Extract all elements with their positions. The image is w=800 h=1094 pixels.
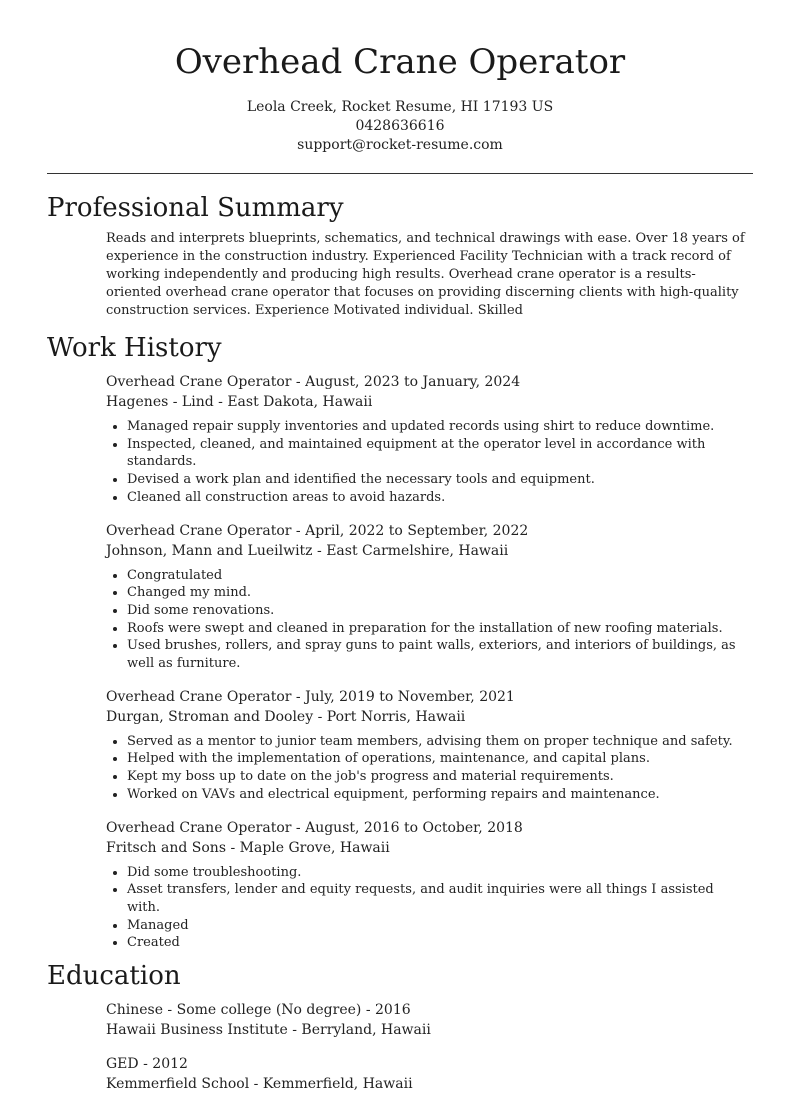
- contact-email: support@rocket-resume.com: [297, 137, 503, 153]
- separator-dash: -: [291, 522, 306, 539]
- job-entry: [106, 818, 750, 953]
- job-end-date: September, 2022: [407, 522, 529, 539]
- job-company-line: [106, 392, 750, 412]
- education-entry: [106, 1054, 750, 1094]
- job-company: Durgan, Stroman and Dooley: [106, 708, 314, 725]
- job-start-date: August, 2016: [305, 819, 400, 836]
- job-bullet: • Inspected, cleaned, and maintained equipment at the operator level in accordance with standards.: [127, 436, 750, 471]
- job-bullet: • Served as a mentor to junior team members, advising them on proper technique and safety.: [127, 733, 750, 751]
- job-start-date: July, 2019: [305, 688, 375, 705]
- job-title: Overhead Crane Operator: [106, 819, 292, 836]
- job-title-line: [106, 521, 750, 541]
- job-bullet: • Congratulated: [127, 567, 750, 585]
- separator-dash: -: [291, 688, 306, 705]
- education-school-line: [106, 1020, 750, 1040]
- separator-dash: -: [312, 542, 327, 559]
- separator-dash: -: [313, 708, 327, 725]
- education-school: Hawaii Business Institute: [106, 1022, 288, 1039]
- job-bullet: • Managed repair supply inventories and updated records using shirt to reduce downtime.: [127, 418, 750, 436]
- job-location: Port Norris, Hawaii: [326, 708, 466, 725]
- job-bullet: • Cleaned all construction areas to avoid hazards.: [127, 489, 750, 507]
- job-company-line: [106, 838, 750, 858]
- job-bullet: • Created: [127, 934, 750, 952]
- job-title: Overhead Crane Operator: [106, 374, 292, 390]
- job-entry: [106, 372, 750, 507]
- education-list: [0, 1000, 800, 1094]
- separator-dash: -: [287, 1022, 302, 1039]
- header-divider: [47, 173, 753, 174]
- separator-to: to: [399, 374, 423, 390]
- job-end-date: October, 2018: [422, 819, 523, 836]
- job-title: Overhead Crane Operator: [106, 688, 292, 705]
- separator-dash: -: [249, 1076, 263, 1093]
- job-bullet: • Changed my mind.: [127, 584, 750, 602]
- education-degree-line: [106, 1054, 750, 1074]
- job-bullet: • Kept my boss up to date on the job's progress and material requirements.: [127, 768, 750, 786]
- education-year: 2012: [152, 1056, 188, 1073]
- summary-heading: Professional Summary: [47, 193, 344, 223]
- separator-dash: -: [226, 839, 240, 856]
- contact-phone: 0428636616: [355, 118, 445, 134]
- separator-dash: -: [291, 819, 306, 836]
- education-degree: Chinese - Some college (No degree): [106, 1002, 362, 1019]
- job-title-line: [106, 372, 750, 392]
- education-heading: Education: [47, 961, 181, 992]
- job-bullet: • Helped with the implementation of operations, maintenance, and capital plans.: [127, 750, 750, 768]
- job-bullet: • Asset transfers, lender and equity requests, and audit inquiries were all things I assisted with.: [127, 881, 750, 916]
- separator-to: to: [374, 688, 398, 705]
- job-end-date: January, 2024: [422, 374, 521, 390]
- job-bullet: • Used brushes, rollers, and spray guns to paint walls, exteriors, and interiors of buildings, as well as furniture.: [127, 637, 750, 672]
- job-bullets: [106, 864, 750, 953]
- job-entry: [106, 687, 750, 804]
- education-location: Berryland, Hawaii: [301, 1022, 431, 1039]
- work-history-list: [0, 372, 800, 952]
- job-bullet: • Did some troubleshooting.: [127, 864, 750, 882]
- job-company: Fritsch and Sons: [106, 839, 226, 856]
- job-start-date: August, 2023: [305, 374, 400, 390]
- work-history-heading: Work History: [47, 333, 222, 363]
- job-bullet: • Managed: [127, 917, 750, 935]
- job-title: Overhead Crane Operator: [106, 522, 292, 539]
- job-title-line: [106, 687, 750, 707]
- education-year: 2016: [375, 1002, 411, 1019]
- job-company: Johnson, Mann and Lueilwitz: [106, 542, 313, 559]
- job-bullet: • Devised a work plan and identified the necessary tools and equipment.: [127, 471, 750, 489]
- job-bullet: • Worked on VAVs and electrical equipment, performing repairs and maintenance.: [127, 786, 750, 804]
- job-bullet: • Roofs were swept and cleaned in preparation for the installation of new roofing materials.: [127, 620, 750, 638]
- separator-dash: -: [138, 1056, 153, 1073]
- separator-to: to: [384, 522, 408, 539]
- separator-dash: -: [361, 1002, 376, 1019]
- education-school: Kemmerfield School: [106, 1076, 250, 1093]
- education-degree: GED: [106, 1056, 139, 1073]
- job-start-date: April, 2022: [305, 522, 385, 539]
- job-end-date: November, 2021: [397, 688, 515, 705]
- job-bullets: [106, 567, 750, 673]
- education-school-line: [106, 1074, 750, 1094]
- separator-dash: -: [213, 394, 228, 410]
- resume-header: [0, 0, 800, 155]
- job-company: Hagenes - Lind: [106, 394, 214, 410]
- summary-text: Reads and interprets blueprints, schematics, and technical drawings with ease. Over 18 years of experience in the construction industry. Experienced Facility Technician with a track record of working independently and producing high results. Overhead crane operator is a results-oriented overhead crane operator that focuses on providing discerning clients with high-quality construction services. Experience Motivated individual. Skilled: [106, 231, 745, 318]
- job-bullets: [106, 733, 750, 804]
- education-degree-line: [106, 1000, 750, 1020]
- separator-to: to: [399, 819, 423, 836]
- resume-name: Overhead Crane Operator: [174, 42, 626, 82]
- job-location: Maple Grove, Hawaii: [239, 839, 390, 856]
- job-company-line: [106, 541, 750, 561]
- job-entry: [106, 521, 750, 673]
- job-location: East Carmelshire, Hawaii: [326, 542, 509, 559]
- education-entry: [106, 1000, 750, 1040]
- job-location: East Dakota, Hawaii: [227, 394, 373, 410]
- job-title-line: [106, 818, 750, 838]
- contact-address: Leola Creek, Rocket Resume, HI 17193 US: [246, 99, 554, 115]
- job-bullet: • Did some renovations.: [127, 602, 750, 620]
- job-company-line: [106, 707, 750, 727]
- education-location: Kemmerfield, Hawaii: [262, 1076, 413, 1093]
- separator-dash: -: [291, 374, 306, 390]
- job-bullets: [106, 418, 750, 507]
